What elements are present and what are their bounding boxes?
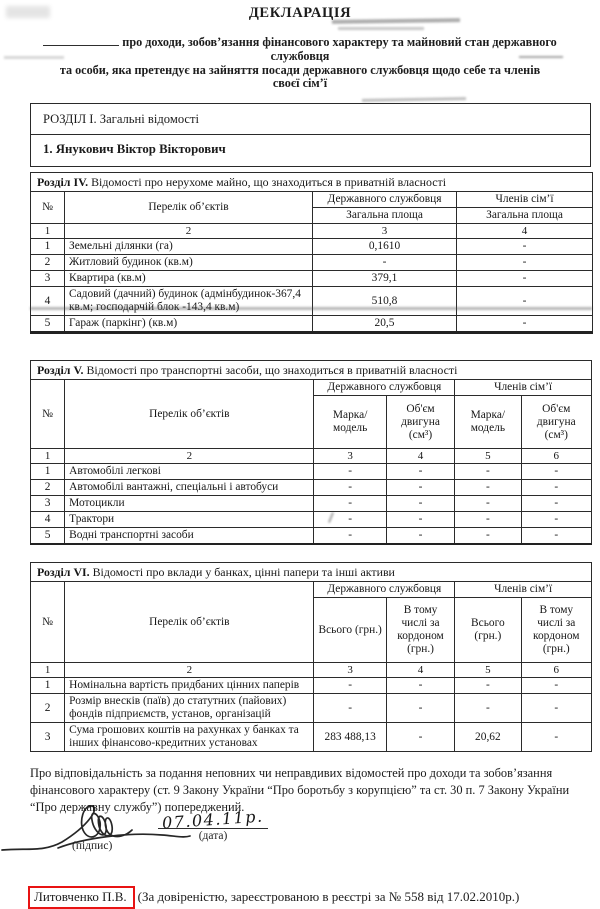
cell-object: Квартира (кв.м)	[65, 271, 313, 287]
cell-value: -	[457, 239, 593, 255]
col-number: 6	[521, 663, 591, 678]
col-subheader-area: Загальна площа	[313, 208, 457, 224]
cell-value: -	[455, 480, 521, 496]
cell-value: 510,8	[313, 287, 457, 316]
subtitle-line-1	[18, 35, 582, 64]
cell-value: 20,5	[313, 316, 457, 333]
col-number: 2	[65, 663, 314, 678]
table-row	[31, 239, 593, 255]
section-title: Відомості про вклади у банках, цінні папери та інші активи	[92, 565, 395, 580]
cell-value: -	[521, 480, 591, 496]
col-header-objects: Перелік об’єктів	[65, 582, 314, 663]
cell-value: -	[457, 287, 593, 316]
cell-no: 3	[31, 496, 65, 512]
cell-object: Трактори	[65, 512, 314, 528]
cell-object: Садовий (дачний) будинок (адмінбудинок-367,4 кв.м; господарчій блок -143,4 кв.м)	[65, 287, 313, 316]
section-label: Розділ V.	[37, 363, 84, 378]
col-header-no: №	[31, 192, 65, 224]
col-number: 3	[314, 663, 386, 678]
col-subheader-make: Марка/ модель	[314, 396, 386, 449]
cell-value: -	[314, 512, 386, 528]
col-header-objects: Перелік об’єктів	[65, 380, 314, 449]
section-general-info	[30, 103, 591, 167]
cell-no: 1	[31, 239, 65, 255]
liability-warning: Про відповідальність за подання неповних чи неправдивих відомостей про доходи та зобов’язання фінансового характеру (ст. 9 Закону України “Про боротьбу з корупцією” та ст. 30 п. 7 Закону України “Про державну службу”) попереджений.	[30, 766, 570, 814]
numbering-row	[31, 449, 592, 464]
highlighted-attorney-name: Литовченко П.В.	[28, 886, 135, 909]
scan-noise	[338, 27, 424, 30]
col-number: 1	[31, 663, 65, 678]
cell-no: 2	[31, 694, 65, 723]
cell-value: -	[314, 528, 386, 545]
col-subheader-abroad: В тому числі за кордоном (грн.)	[521, 598, 591, 663]
cell-value: -	[455, 694, 521, 723]
cell-object: Розмір внесків (паїв) до статутних (пайових) фондів підприємств, установ, організацій	[65, 694, 314, 723]
table-bank-deposits	[30, 562, 592, 752]
table-real-estate	[30, 172, 593, 334]
cell-object: Сума грошових коштів на рахунках у банках та інших фінансово-кредитних установах	[65, 723, 314, 752]
cell-object: Земельні ділянки (га)	[65, 239, 313, 255]
cell-value: 379,1	[313, 271, 457, 287]
col-number: 3	[313, 224, 457, 239]
cell-object: Водні транспортні засоби	[65, 528, 314, 545]
cell-object: Номінальна вартість придбаних цінних паперів	[65, 678, 314, 694]
attorney-note: (За довіреністю, зареєстрованою в реєстрі за № 558 від 17.02.2010р.)	[137, 888, 520, 904]
cell-no: 1	[31, 678, 65, 694]
cell-value: -	[521, 512, 591, 528]
cell-value: -	[521, 528, 591, 545]
cell-value: -	[455, 512, 521, 528]
cell-value: -	[314, 678, 386, 694]
numbering-row	[31, 224, 593, 239]
header-row	[31, 582, 592, 598]
header-row	[31, 192, 593, 208]
cell-no: 4	[31, 512, 65, 528]
col-subheader-total: Всього (грн.)	[314, 598, 386, 663]
cell-value: -	[455, 528, 521, 545]
header-row	[31, 380, 592, 396]
cell-value: -	[521, 496, 591, 512]
subtitle-line-2: та особи, яка претендує на зайняття посади державного службовця щодо себе та членів	[59, 62, 541, 77]
col-subheader-total: Всього (грн.)	[455, 598, 521, 663]
scan-noise	[362, 97, 466, 102]
section-title: Відомості про транспортні засоби, що знаходиться в приватній власності	[86, 363, 458, 378]
col-number: 2	[65, 224, 313, 239]
table-title-row	[31, 563, 592, 582]
col-group-official: Державного службовця	[314, 582, 455, 598]
col-subheader-make: Марка/ модель	[455, 396, 521, 449]
cell-value: -	[314, 480, 386, 496]
col-number: 6	[521, 449, 591, 464]
cell-value: -	[314, 694, 386, 723]
table-vehicles	[30, 360, 592, 545]
cell-object: Автомобілі вантажні, спеціальні і автобуси	[65, 480, 314, 496]
cell-value: -	[386, 678, 454, 694]
table-row	[31, 255, 593, 271]
cell-value: -	[386, 528, 454, 545]
signature-area	[30, 806, 600, 872]
subtitle-line-3: своєї сім’ї	[272, 76, 328, 91]
col-number: 4	[386, 449, 454, 464]
col-subheader-engine: Об'єм двигуна (см³)	[386, 396, 454, 449]
cell-value: -	[314, 496, 386, 512]
cell-value: -	[314, 464, 386, 480]
cell-no: 2	[31, 255, 65, 271]
table-row	[31, 678, 592, 694]
cell-object: Житловий будинок (кв.м)	[65, 255, 313, 271]
cell-no: 3	[31, 723, 65, 752]
cell-no: 4	[31, 287, 65, 316]
col-number: 4	[457, 224, 593, 239]
cell-object: Гараж (паркінг) (кв.м)	[65, 316, 313, 333]
signature-label: (підпис)	[72, 839, 113, 852]
table-row	[31, 316, 593, 333]
date-label: (дата)	[198, 829, 228, 842]
cell-value: -	[521, 723, 591, 752]
cell-value: -	[455, 678, 521, 694]
cell-value: 20,62	[455, 723, 521, 752]
cell-value: 283 488,13	[314, 723, 386, 752]
cell-no: 5	[31, 528, 65, 545]
cell-value: -	[386, 464, 454, 480]
attorney-line	[28, 886, 594, 909]
col-number: 5	[455, 449, 521, 464]
doc-subtitle	[0, 35, 600, 91]
filled-blank-line	[43, 35, 119, 46]
section-label: Розділ VI.	[37, 565, 90, 580]
cell-no: 5	[31, 316, 65, 333]
col-header-no: №	[31, 582, 65, 663]
cell-object: Мотоцикли	[65, 496, 314, 512]
table-row	[31, 287, 593, 316]
section1-heading: РОЗДІЛ І. Загальні відомості	[43, 112, 200, 127]
table-row	[31, 271, 593, 287]
cell-no: 1	[31, 464, 65, 480]
cell-object: Автомобілі легкові	[65, 464, 314, 480]
cell-value: -	[457, 271, 593, 287]
date-block	[158, 806, 268, 842]
col-number: 3	[314, 449, 386, 464]
cell-value: -	[455, 464, 521, 480]
table-row	[31, 694, 592, 723]
section-title: Відомості про нерухоме майно, що знаходиться в приватній власності	[91, 175, 446, 190]
cell-value: -	[457, 316, 593, 333]
cell-value: -	[521, 678, 591, 694]
cell-value: -	[521, 464, 591, 480]
col-group-official: Державного службовця	[314, 380, 455, 396]
col-number: 4	[386, 663, 454, 678]
cell-value: 0,1610	[313, 239, 457, 255]
table-row	[31, 528, 592, 545]
table-row	[31, 464, 592, 480]
col-number: 5	[455, 663, 521, 678]
cell-value: -	[386, 723, 454, 752]
section-label: Розділ IV.	[37, 175, 89, 190]
col-subheader-abroad: В тому числі за кордоном (грн.)	[386, 598, 454, 663]
table-title-row	[31, 361, 592, 380]
col-number: 2	[65, 449, 314, 464]
table-row	[31, 512, 592, 528]
col-header-objects: Перелік об’єктів	[65, 192, 313, 224]
cell-value: -	[386, 480, 454, 496]
col-group-family: Членів сім’ї	[455, 380, 592, 396]
col-group-family: Членів сім’ї	[457, 192, 593, 208]
cell-value: -	[521, 694, 591, 723]
col-number: 1	[31, 449, 65, 464]
col-group-official: Державного службовця	[313, 192, 457, 208]
table-title-row	[31, 173, 593, 192]
cell-no: 2	[31, 480, 65, 496]
cell-value: -	[457, 255, 593, 271]
table-row	[31, 496, 592, 512]
numbering-row	[31, 663, 592, 678]
cell-value: -	[386, 512, 454, 528]
cell-no: 3	[31, 271, 65, 287]
table-row	[31, 723, 592, 752]
subtitle-text: про доходи, зобов’язання фінансового характеру та майновий стан державного службовця	[122, 35, 557, 63]
cell-value: -	[455, 496, 521, 512]
cell-value: -	[386, 496, 454, 512]
col-number: 1	[31, 224, 65, 239]
page-title: ДЕКЛАРАЦІЯ	[248, 5, 352, 21]
col-group-family: Членів сім’ї	[455, 582, 592, 598]
col-subheader-engine: Об'єм двигуна (см³)	[521, 396, 591, 449]
cell-value: -	[386, 694, 454, 723]
col-subheader-area: Загальна площа	[457, 208, 593, 224]
table-row	[31, 480, 592, 496]
declarant-name: 1. Янукович Віктор Вікторович	[43, 142, 226, 157]
cell-value: -	[313, 255, 457, 271]
handwritten-date: 07.04.11р.	[161, 806, 265, 833]
col-header-no: №	[31, 380, 65, 449]
